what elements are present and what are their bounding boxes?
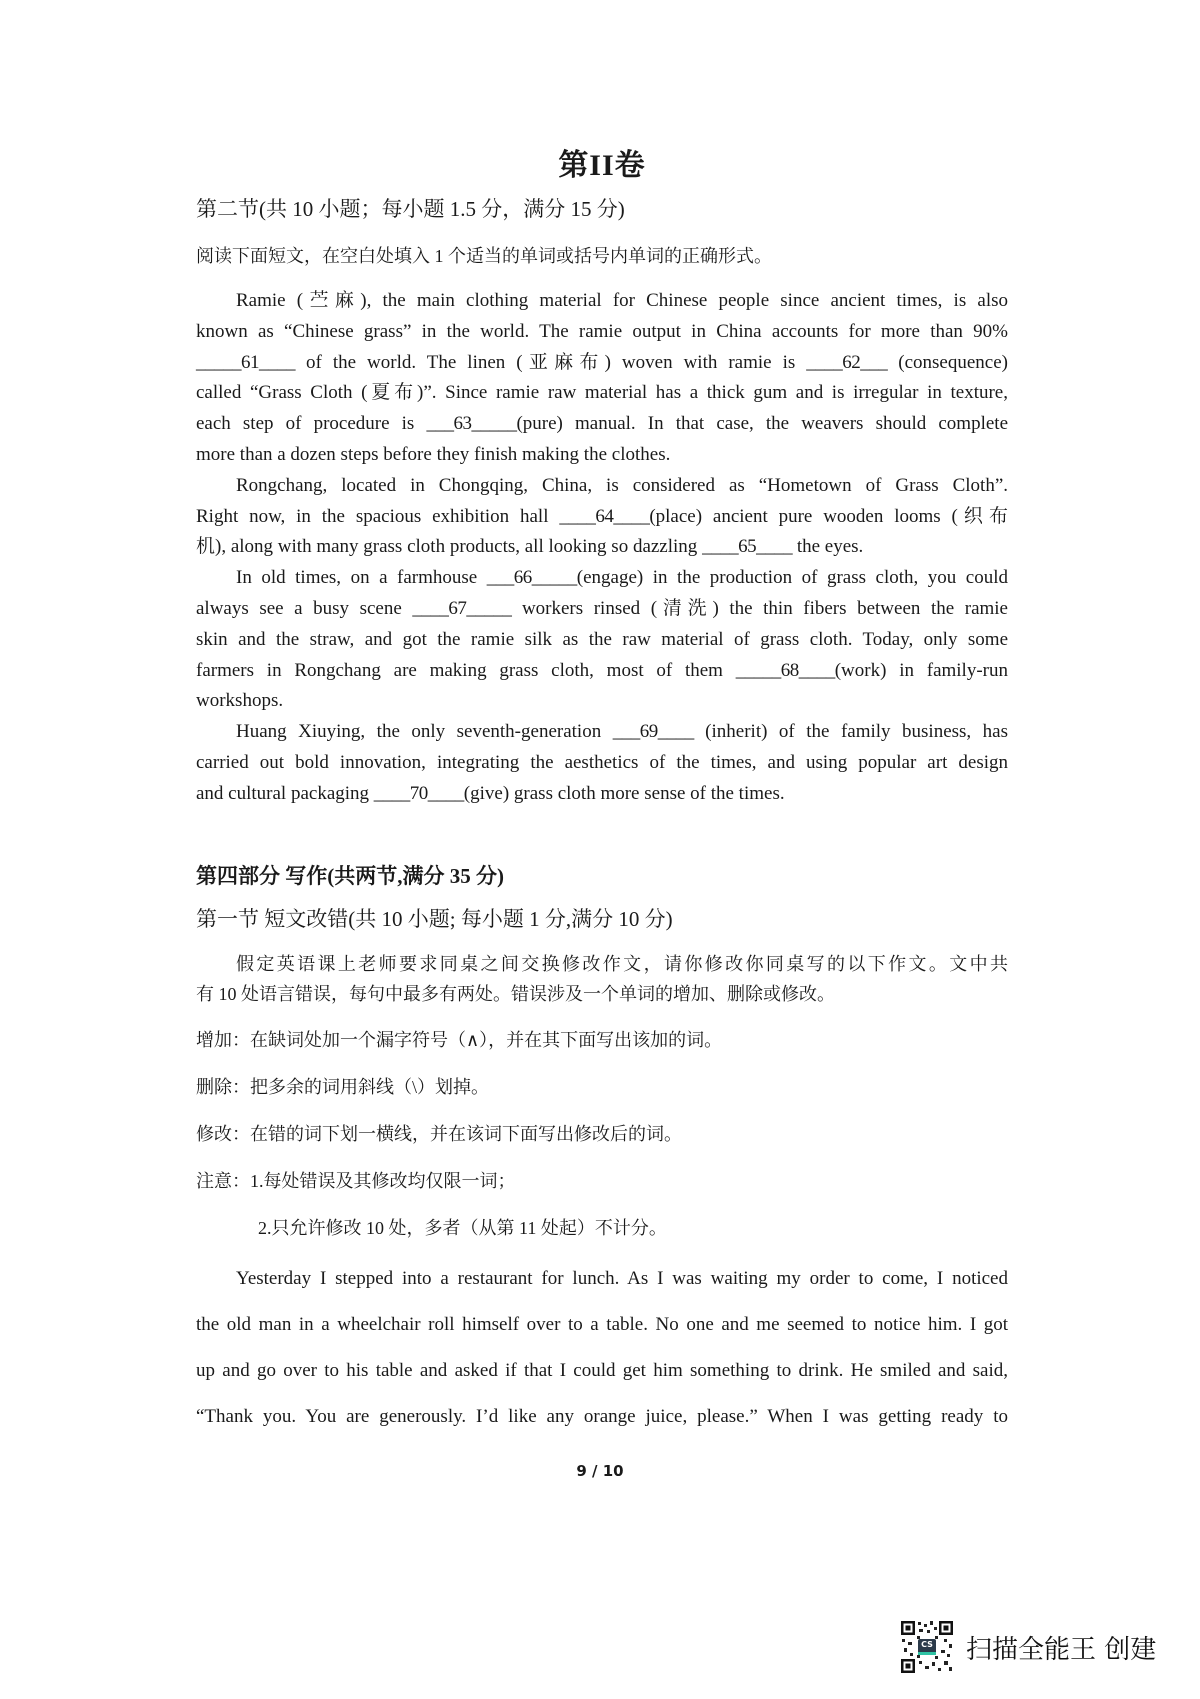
watermark-text: 扫描全能王 创建 [966, 1634, 1157, 1665]
cloze-blank[interactable]: ____70____ [373, 782, 464, 804]
cloze-passage [196, 286, 1008, 810]
cloze-line [196, 625, 1008, 656]
cloze-blank[interactable]: _____61____ [196, 351, 295, 373]
section2-heading: 第二节(共 10 小题；每小题 1.5 分，满分 15 分) [196, 197, 625, 221]
page-number: 9 / 10 [576, 1462, 624, 1480]
cloze-text: of the world. The linen (亚麻布) woven with ramie is [295, 351, 807, 373]
essay-line: the old man in a wheelchair roll himself over to a table. No one and me seemed to notice him. I got [196, 1314, 1008, 1335]
cloze-text: more than a dozen steps before they finish making the clothes. [196, 443, 671, 465]
cloze-line [196, 378, 1008, 409]
cloze-line [196, 317, 1008, 348]
cloze-line [196, 594, 1008, 625]
cloze-blank[interactable]: ___69____ [612, 721, 694, 743]
cloze-text: workshops. [196, 690, 284, 712]
cloze-blank[interactable]: ___66_____ [486, 567, 577, 589]
cloze-text: 机), along with many grass cloth products, all looking so dazzling [196, 536, 703, 558]
cloze-blank[interactable]: ____62___ [806, 351, 888, 373]
essay-line: up and go over to his table and asked if that I could get him something to drink. He smiled and said, [196, 1360, 1008, 1381]
cloze-text: skin and the straw, and got the ramie silk as the raw material of grass cloth. Today, only some [196, 628, 1008, 650]
cloze-blank[interactable]: ____65____ [702, 536, 793, 558]
cloze-text: known as “Chinese grass” in the world. The ramie output in China accounts for more than 90% [196, 320, 1008, 342]
cloze-text: (inherit) of the family business, has [693, 721, 1008, 743]
cloze-blank[interactable]: ____64____ [559, 505, 650, 527]
rule-modify: 修改：在错的词下划一横线，并在该词下面写出修改后的词。 [196, 1124, 682, 1144]
note-1: 注意：1.每处错误及其修改均仅限一词； [196, 1171, 516, 1191]
cloze-line [196, 502, 1008, 533]
essay-line: “Thank you. You are generously. I’d like any orange juice, please.” When I was getting ready to [196, 1406, 1008, 1427]
cloze-text: always see a busy scene [196, 597, 413, 619]
cloze-text: (give) grass cloth more sense of the times. [463, 782, 785, 804]
cloze-blank[interactable]: ___63_____ [426, 413, 517, 435]
cloze-line [196, 471, 1008, 502]
intro-line-2: 有 10 处语言错误，每句中最多有两处。错误涉及一个单词的增加、删除或修改。 [196, 984, 835, 1004]
section2-instruction: 阅读下面短文，在空白处填入 1 个适当的单词或括号内单词的正确形式。 [196, 246, 772, 266]
part4-heading: 第四部分 写作(共两节,满分 35 分) [196, 864, 504, 888]
intro-line-1: 假定英语课上老师要求同桌之间交换修改作文，请你修改你同桌写的以下作文。文中共 [236, 954, 1008, 974]
scanner-watermark [900, 1620, 1156, 1674]
cloze-blank[interactable]: _____68____ [735, 659, 835, 681]
cloze-line [196, 440, 1008, 471]
rule-delete: 删除：把多余的词用斜线（\）划掉。 [196, 1077, 489, 1097]
cloze-line [196, 532, 1008, 563]
cloze-text: workers rinsed (清洗) the thin fibers between the ramie [511, 597, 1008, 619]
cloze-text: farmers in Rongchang are making grass cloth, most of them [196, 659, 736, 681]
cloze-text: the eyes. [792, 536, 864, 558]
cloze-line [196, 748, 1008, 779]
cloze-line [196, 409, 1008, 440]
cloze-text: (consequence) [887, 351, 1008, 373]
qr-logo-text: CS [921, 1640, 933, 1649]
essay-line: Yesterday I stepped into a restaurant for lunch. As I was waiting my order to come, I noticed [236, 1268, 1008, 1289]
cloze-text: (place) ancient pure wooden looms (织布 [649, 505, 1008, 527]
cloze-text: carried out bold innovation, integrating the aesthetics of the times, and using popular art design [196, 751, 1008, 773]
cloze-blank[interactable]: ____67_____ [412, 597, 512, 619]
qr-code-icon [900, 1620, 954, 1674]
cloze-text: called “Grass Cloth (夏布)”. Since ramie raw material has a thick gum and is irregular in texture, [196, 382, 1008, 404]
cloze-text: (work) in family-run [834, 659, 1008, 681]
essay-passage [196, 1256, 1008, 1440]
cloze-text: Huang Xiuying, the only seventh-generation [236, 721, 613, 743]
cloze-line [196, 348, 1008, 379]
cloze-line [196, 717, 1008, 748]
cloze-line [196, 656, 1008, 687]
cloze-line [196, 686, 1008, 717]
note-2: 2.只允许修改 10 处，多者（从第 11 处起）不计分。 [258, 1218, 667, 1238]
part4-section1-heading: 第一节 短文改错(共 10 小题; 每小题 1 分,满分 10 分) [196, 907, 673, 931]
cloze-text: (engage) in the production of grass cloth, you could [576, 567, 1008, 589]
cloze-text: each step of procedure is [196, 413, 427, 435]
cloze-line [196, 286, 1008, 317]
cloze-text: and cultural packaging [196, 782, 374, 804]
rule-add: 增加：在缺词处加一个漏字符号（∧），并在其下面写出该加的词。 [196, 1030, 723, 1050]
proofreading-instructions [196, 950, 1008, 1261]
cloze-line [196, 779, 1008, 810]
cloze-text: Right now, in the spacious exhibition hall [196, 505, 560, 527]
page-title: 第II卷 [558, 149, 646, 182]
cloze-text: Rongchang, located in Chongqing, China, is considered as “Hometown of Grass Cloth”. [236, 474, 1008, 496]
cloze-text: In old times, on a farmhouse [236, 567, 487, 589]
cloze-line [196, 563, 1008, 594]
cloze-text: Ramie (苎麻), the main clothing material for Chinese people since ancient times, is also [236, 290, 1008, 311]
cloze-text: (pure) manual. In that case, the weavers should complete [516, 413, 1008, 435]
